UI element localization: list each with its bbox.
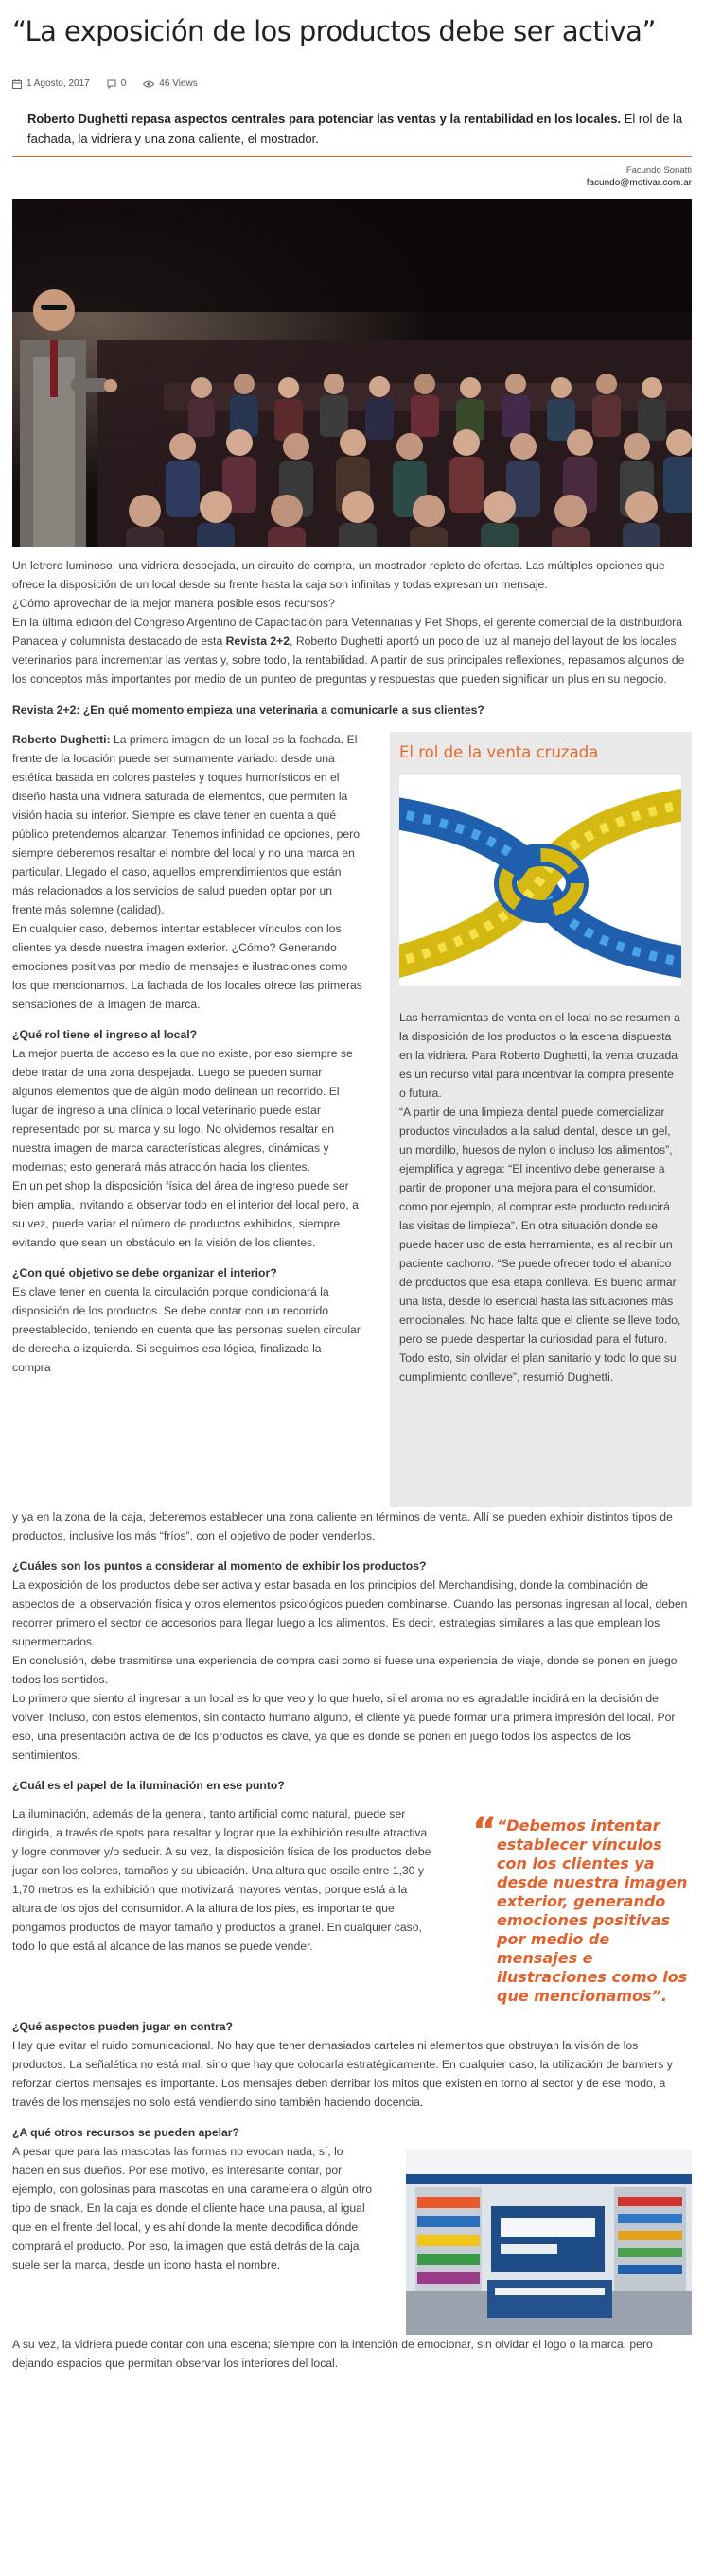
comment-icon xyxy=(107,79,116,89)
article-meta xyxy=(12,78,692,91)
intro-context-part: , Roberto Dughetti aportó un poco de luz al manejo del layout de los locales veterinarios para incrementar las ventas y, sobre todo, la rentabilidad. A partir de sus principales reflexiones, repasamos algunos de los conceptos más importantes por medio de un punteo de preguntas y respuestas que pueden significar un plus en su negocio. xyxy=(12,635,685,686)
answer-1-p2: En cualquier caso, debemos intentar establecer vínculos con los clientes ya desde nuestra imagen exterior. ¿Cómo? Generando emociones positivas por medio de mensajes e ilustraciones como los que mencionamos. La fachada de los locales ofrece las primeras sensaciones de la imagen de marca. xyxy=(12,922,362,1011)
answer-2-p2: En un pet shop la disposición física del área de ingreso puede ser bien amplia, invitando a observar todo en el interior del local pero, a su vez, puede variar el número de productos exhibidos, siempre evitando que sean un obstáculo en la visión de los clientes. xyxy=(12,1179,359,1249)
author-byline xyxy=(12,165,692,189)
lighting-text xyxy=(12,1795,432,2006)
intro-paragraph: Un letrero luminoso, una vidriera despejada, un circuito de compra, un mostrador repleto de ofertas. Las múltiples opciones que ofrece la disposición de un local desde su frente hasta la caja son infinitas y todas expresan un mensaje. xyxy=(12,559,665,591)
intro-question: ¿Cómo aprovechar de la mejor manera posible esos recursos? xyxy=(12,597,335,610)
article-title: “La exposición de los productos debe ser activa” xyxy=(12,15,656,47)
question-2: ¿Qué rol tiene el ingreso al local? xyxy=(12,1028,198,1041)
article-date: 1 Agosto, 2017 xyxy=(26,78,90,89)
sidebar-paragraph-2: “A partir de una limpieza dental puede comercializar productos vinculados a la salud dental, desde un gel, un mordillo, huesos de nylon o incluso los alimentos”, ejemplifica y agrega: “El incentivo debe generarse a partir de proponer una mejora para el consumidor, como por ejemplo, al comprar este producto reducirá las visitas de limpieza”. En otra situación donde se puede hacer uso de esta herramienta, es al recibir un paciente cachorro. “Se puede ofrecer todo el abanico de productos que esa etapa conlleva. Es bueno armar una lista, desde lo esencial hasta las situaciones más emocionales. No hace falta que el cliente se lleve todo, pero se puede despertar la curiosidad para el futuro. Todo esto, sin olvidar el plan sanitario y todo lo que su cumplimiento conlleve”, resumió Dughetti. xyxy=(399,1105,681,1384)
comments-meta[interactable] xyxy=(107,75,127,94)
answer-5-p1: La iluminación, además de la general, tanto artificial como natural, puede ser dirigida, a través de spots para resaltar y lograr que la exhibición resulte atractiva y logre conmover y/o seducir. A su vez, la disposición física de los productos debe jugar con los colores, tamaños y su ubicación. Una altura que oscile entre 1,30 y 1,70 metros es la exhibición que motivizará mayores ventas, porque está a la altura de los ojos del consumidor. A la altura de los pies, es importante que pongamos productos de mayor tamaño y productos a granel. En cualquier caso, todo lo que está al alcance de las manos se puede vender. xyxy=(12,1807,431,1953)
rope-knot-illustration xyxy=(399,775,681,986)
answer-4-p2: En conclusión, debe trasmitirse una experiencia de compra casi como si fuese una experiencia de viaje, donde se ponen en juego todos los sentidos. xyxy=(12,1654,678,1686)
question-5: ¿Cuál es el papel de la iluminación en ese punto? xyxy=(12,1779,285,1792)
question-6: ¿Qué aspectos pueden jugar en contra? xyxy=(12,2020,233,2033)
spacer xyxy=(12,1795,432,1804)
answer-7-p1: A pesar que para las mascotas las formas no evocan nada, sí, lo hacen en sus dueños. Por ese motivo, es interesante contar, por ejemplo, con golosinas para mascotas en una caramelera o algún otro tipo de snack. En la caja es donde el cliente hace una pausa, al igual que en el frente del local, y es ahí donde la mente decodifica dónde comprará el producto. Por eso, la imagen que está detrás de la caja suele ser la marca, desde un icono hasta el nombre. xyxy=(12,2145,373,2271)
resources-text xyxy=(12,2142,376,2335)
intro-context-part: En la última edición del Congreso Argentino de Capacitación para Veterinarias y Pet Shops, el gerente comercial de la distribuidora Panacea y columnista destacado de esta xyxy=(12,616,682,648)
answer-3-continued: y ya en la zona de la caja, deberemos establecer una zona caliente en términos de venta. Allí se pueden exhibir distintos tipos de productos, inclusive los más “fríos”, con el objetivo de poder venderlos. xyxy=(12,1510,673,1542)
answer-3-p1: Es clave tener en cuenta la circulación porque condicionará la disposición de los productos. Se debe contar con un recorrido preestablecido, teniendo en cuenta que las personas suelen circular de derecha a izquierda. Si seguimos esa lógica, finalizada la compra xyxy=(12,1285,361,1374)
quote-mark-icon: “ xyxy=(472,1810,498,1854)
author-email[interactable]: facundo@motivar.com.ar xyxy=(586,178,692,188)
comment-count: 0 xyxy=(120,78,127,89)
answer-4-p3: Lo primero que siento al ingresar a un local es lo que veo y lo que huelo, si el aroma no es agradable incidirá en la decisión de volver. Incluso, con estos elementos, sin contacto humano alguno, el cliente ya puede formar una primera impresión del local. Por eso, una presentación activa de de los productos es clave, ya que es donde se ponen en juego todos los aspectos de los sentimientos. xyxy=(12,1692,676,1762)
answer-4-p1: La exposición de los productos debe ser activa y estar basada en los principios del Merchandising, donde la combinación de aspectos de la observación física y otros elementos psicológicos pueden combinarse. Cuando las personas ingresan al local, deben recorrer primero el sector de accesorios para llegar luego a los alimentos. Es decir, estrategias similares a las que emplean los supermercados. xyxy=(12,1578,688,1648)
answer-7-p2: A su vez, la vidriera puede contar con una escena; siempre con la intención de emocionar, sin olvidar el logo o la marca, pero dejando espacios que permitan observar los interiores del local. xyxy=(12,2338,653,2370)
date-meta xyxy=(12,75,90,94)
question-1: Revista 2+2: ¿En qué momento empieza una veterinaria a comunicarle a sus clientes? xyxy=(12,704,484,717)
hero-photo xyxy=(12,199,692,547)
sidebar-title: El rol de la venta cruzada xyxy=(399,743,599,761)
lead-divider xyxy=(12,156,692,157)
answer-6-p1: Hay que evitar el ruido comunicacional. No hay que tener demasiados carteles ni elementos que obstruyan la visión de los productos. La señalética no está mal, sino que hay que colocarla estratégicamente. En cualquier caso, la utilización de banners y reforzar ciertos mensajes es importante. Los mensajes deben derribar los mitos que existen en torno al sector y de ese modo, a través de los mensajes no solo está vendiendo sino también haciendo docencia. xyxy=(12,2039,673,2109)
rope-knot-image xyxy=(399,775,681,986)
sidebar-text xyxy=(399,1008,682,1386)
pet-store-interior-image xyxy=(406,2150,692,2335)
lighting-section xyxy=(12,1795,692,2006)
calendar-icon xyxy=(12,79,22,89)
qa-with-sidebar xyxy=(12,730,692,1507)
lead-bold: Roberto Dughetti repasa aspectos centrales para potenciar las ventas y la rentabilidad en los locales. xyxy=(27,112,622,126)
resources-section xyxy=(12,2142,692,2335)
question-4: ¿Cuáles son los puntos a considerar al momento de exhibir los productos? xyxy=(12,1559,427,1573)
intro-section xyxy=(12,556,692,688)
question-7: ¿A qué otros recursos se pueden apelar? xyxy=(12,2126,239,2139)
eye-icon xyxy=(143,80,154,88)
author-name: Facundo Sonatti xyxy=(625,165,692,176)
article-lead xyxy=(12,109,692,148)
cross-selling-sidebar xyxy=(390,732,692,1507)
sidebar-paragraph-1: Las herramientas de venta en el local no se resumen a la disposición de los productos o la escena dispuesta en la vidriera. Para Roberto Dughetti, la venta cruzada es un recurso vital para incentivar la compra presente o futura. xyxy=(399,1011,680,1100)
conference-audience-image xyxy=(12,199,692,547)
pull-quote xyxy=(472,1810,692,2006)
view-count: 46 Views xyxy=(159,78,198,89)
lead-rest: El rol de la fachada, la vidriera y una zona caliente, el mostrador. xyxy=(27,112,683,146)
answer-1-text: La primera imagen de un local es la fachada. El frente de la locación puede ser sumamente variado: desde una estética basada en colores pasteles y toques humorísticos en el diseño hasta una vidriera saturada de elementos, que permiten la visión hacia su interior. Siempre es clave tener en cuenta a qué público pretendemos alcanzar. Tenemos infinidad de opciones, pero siempre deberemos resaltar el nombre del local y no una marca en particular. Llegado el caso, aquellos emprendimientos que están más relacionados a los servicios de salud pueden optar por un frente más solemne (calidad). xyxy=(12,733,360,916)
answer-2-p1: La mejor puerta de acceso es la que no existe, por eso siempre se debe tratar de una zona despejada. Luego se pueden sumar algunos elementos que de algún modo delinean un recorrido. El lugar de ingreso a una clínica o local veterinario puede estar representado por su marca y su logo. No olvidemos resaltar en nuestra imagen de marca características alegres, dinámicas y modernas; esto generará más atracción hacia los clientes. xyxy=(12,1047,353,1174)
main-column xyxy=(12,730,362,1507)
intro-context xyxy=(12,613,692,688)
answer-speaker: Roberto Dughetti: xyxy=(12,733,111,746)
pull-quote-text: “Debemos intentar establecer vínculos con los clientes ya desde nuestra imagen exterior, generando emociones positivas por medio de mensajes e ilustraciones como los que mencionamos”. xyxy=(497,1817,688,2005)
pet-store-photo xyxy=(406,2150,692,2335)
question-3: ¿Con qué objetivo se debe organizar el interior? xyxy=(12,1266,277,1279)
magazine-name: Revista 2+2 xyxy=(225,635,290,648)
views-meta xyxy=(143,75,197,94)
answer-1 xyxy=(12,730,362,919)
